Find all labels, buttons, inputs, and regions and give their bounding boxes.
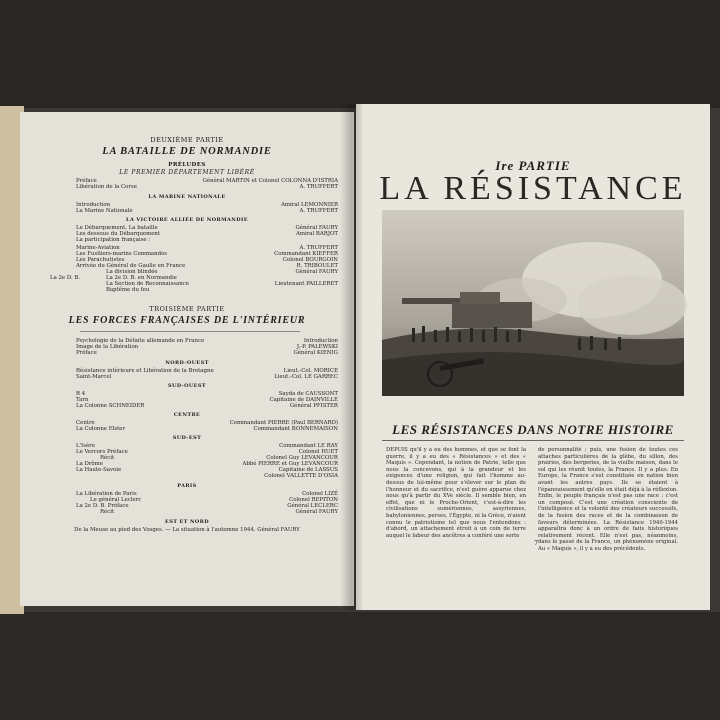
part-heading: Ire PARTIE [495,158,571,173]
main-title: LA RÉSISTANCE [379,170,687,207]
toc-row: Baptême du feu [106,287,150,293]
toc-row: La Section de Reconnaissance Lieutenant PAILLERET [106,281,338,287]
toc-row: Le Vercors Préface Colonel HUET [76,449,338,455]
page-number: 7 [534,540,538,547]
toc-row: Les Fusiliers-marins Commandos Commandant KIEFFER [76,251,338,257]
toc-row: Le Débarquement. La bataille Général FAURY [76,225,338,231]
toc-row: La Marine Nationale A. TRUFFERT [76,208,338,214]
estnord-line: De la Meuse au pied des Vosges. — La situation à l'automne 1944. Général FAURY [74,527,300,533]
toc-row: La 2e D. B. en Normandie [106,275,177,281]
toc-row: Récit Général FAURY [100,509,338,515]
toc-row: La Colonne Elster Commandant BONNEMAISON [76,426,338,432]
toc-row: Psychologie de la Défaite allemande en France Introduction [76,338,338,344]
toc-row: Colonel VALLETTE D'OSIA [264,473,338,479]
division-label: La 2e D. B. [50,275,81,281]
estnord-label: EST ET NORD [165,519,209,525]
right-page [356,104,710,610]
sudouest-label: SUD-OUEST [168,383,206,389]
toc-row: Saint-Marcel Lieut.-Col. LE GARREC [76,374,338,380]
toc-row: La Colonne SCHNEIDER Général PFISTER [76,403,338,409]
marine-label: LA MARINE NATIONALE [148,194,226,200]
toc-row: Récit Colonel Guy LEVANCOUR [100,455,338,461]
background-bottom [0,612,720,720]
toc-row: Résistance intérieure et Libération de la Bretagne Lieut.-Col. MORICE [76,368,338,374]
third-part-label: TROISIÈME PARTIE [149,305,225,313]
nordouest-label: NORD-OUEST [165,360,209,366]
toc-row: Tarn Capitaine de DAINVILLE [76,397,338,403]
body-column-1: DEPUIS qu'il y a eu des hommes, et que se font la guerre, il y a eu des « Résistances » et des « Maquis ». Cependant, la notion de Patrie, telle que nous la concevons, qui à la grandeur et les exigences d'une religion, qui fait l'homme au-dessus de lui-même pour s'élever sur le plan de l'honneur et du sacrifice, n'est guère apparue chez nous qu'à partir du XVe siècle. Il semble bien, en effet, que ni le Proche-Orient, c'est-à-dire les civilisations sumériennes, assyriennes, babyloniennes, perses, l'Égypte, ni la Grèce, n'aient connu le patriotisme tel que nous l'entendons : d'abord, un attachement étroit à un coin de terre auquel le labeur des ancêtres a conféré une sorte [386,447,526,539]
toc-row: La Drôme Abbé PIERRE et Guy LEVANCOUR [76,461,338,467]
toc-row: Préface Général KŒNIG [76,350,338,356]
background-top [0,0,720,108]
toc-row: La participation française : [76,237,151,243]
toc-row: Image de la Libération J.-P. PALEWSKI [76,344,338,350]
centre-label: CENTRE [173,412,201,418]
toc-row: R 4 Sayda de CAUSSONT [76,391,338,397]
left-page [20,112,354,606]
preludes-subtitle: LE PREMIER DÉPARTEMENT LIBÉRÉ [119,169,255,176]
section-title: LA BATAILLE DE NORMANDIE [102,146,272,157]
divider [382,440,684,441]
toc-row: Les Parachutistes Colonel BOURGOIN [76,257,338,263]
toc-row: Le général Leclerc Colonel REPITON [90,497,338,503]
toc-row: Arrivée du Général de Gaulle en France R. TRIBOULET [76,263,338,269]
third-title: LES FORCES FRANÇAISES DE L'INTÉRIEUR [68,315,306,326]
toc-row: Introduction Amiral LEMONNIER [76,202,338,208]
battle-engraving-illustration [382,210,684,396]
subheading: LES RÉSISTANCES DANS NOTRE HISTOIRE [392,422,674,437]
toc-row: La 2e D. B. Préface Général LECLERC [76,503,338,509]
part-label: DEUXIÈME PARTIE [150,136,224,144]
victoire-label: LA VICTOIRE ALLIÉE DE NORMANDIE [126,217,248,223]
toc-row: Libération de la Corse A. TRUFFERT [76,184,338,190]
sudest-label: SUD-EST [172,435,202,441]
toc-row: Marine-Aviation A. TRUFFERT [76,245,338,251]
divider [80,331,300,332]
toc-row: La Haute-Savoie Capitaine de LASSUS [76,467,338,473]
book-gutter-shadow [340,104,362,610]
toc-row: La Libération de Paris Colonel LIZÉ [76,491,338,497]
toc-row: L'Isère Commandant LE RAY [76,443,338,449]
toc-row: Les dessous du Débarquement Amiral BARJOT [76,231,338,237]
paris-label: PARIS [177,483,197,489]
preludes-label: PRÉLUDES [168,162,206,168]
body-column-2: de personnalité ; puis, une fusion de toutes ces attaches particulières de la glèbe, du sillon, des prairies, des bergeries, de la vieille maison, dans le sol qui les réunit toutes, la France. Il y a plus. En Europe, la France s'est constituée en nation bien avant les autres pays. Ils se étaient à l'épanouissement qu'elle en était déjà à la réflexion. Enfin, le peuple français n'est pas une race : c'est un composé. C'est une création consciente de l'intelligence et la volonté des créateurs successifs, de la fusion des races et de la combinaison de faveurs déterminées. La Résistance 1940-1944 apparaîtra donc à un ordre de faits historiques relativement récent. Elle n'est pas, néanmoins, dans le passé de la France, un phénomène original. Au « Maquis », il y a eu des précédents. [538,447,678,552]
engraving-svg [382,210,684,396]
toc-row: La division blindée Général FAURY [106,269,338,275]
toc-row: Centre Commandant PIERRE (Paul BERNARD) [76,420,338,426]
toc-row: Préface Général MARTIN et Colonel COLONNA D'ISTRIA [76,178,338,184]
